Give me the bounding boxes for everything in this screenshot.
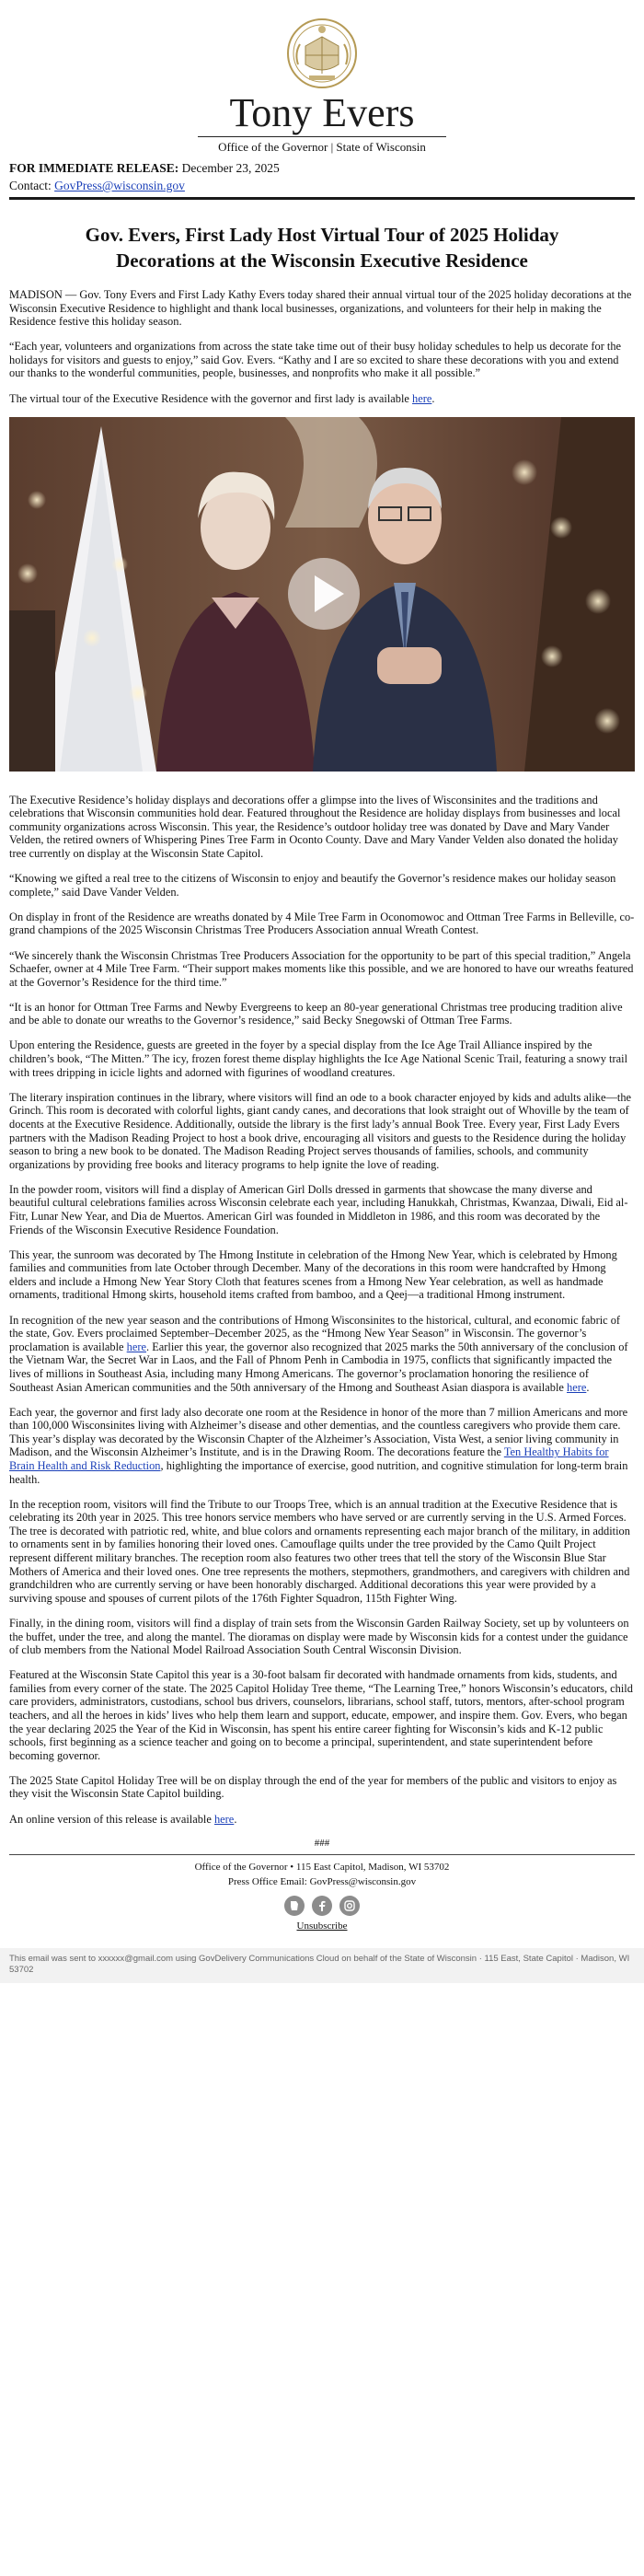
header-divider	[198, 136, 446, 137]
footer-press-line	[0, 1874, 644, 1889]
press-release-title: Gov. Evers, First Lady Host Virtual Tour of 2025 Holiday Decorations at the Wisconsin Executive Residence	[85, 224, 559, 272]
paragraph-capitol-tree: Featured at the Wisconsin State Capitol this year is a 30-foot balsam fir decorated with handmade ornaments from kids, students, and families from every corner of the state. The 2025 Capitol Holiday Tree theme, “The Learning Tree,” honors Wisconsin’s educators, child care providers, administrators, custodians, school bus drivers, counselors, librarians, school staff, tutors, mentors, after-school program teachers, and all the heroes in kids’ lives who help them learn and support, educate, empower, and inspire them. Gov. Evers, who began the year declaring 2025 the Year of the Kid in Wisconsin, has spent his entire career fighting for Wisconsin’s kids and K-12 public schools, first beginning as a science teacher and going on to become a principal, superintendent, and state superintendent before becoming governor.	[9, 1668, 633, 1762]
paragraph-capitol-display: The 2025 State Capitol Holiday Tree will be on display through the end of the year for members of the public and visitors to enjoy as they visit the Wisconsin State Capitol building.	[9, 1773, 617, 1801]
delivery-note: This email was sent to xxxxxx@gmail.com using GovDelivery Communications Cloud on behalf of the State of Wisconsin · 115 East, State Capitol · Madison, WI 53702	[0, 1948, 644, 1983]
paragraph-powder-room: In the powder room, visitors will find a display of American Girl Dolls dressed in garments that showcase the many diverse and beautiful cultural celebrations families across Wisconsin celebrate each year, including Hanukkah, Christmas, Kwanzaa, Diwali, Eid al-Fitr, Lunar New Year, and Dia de Muertos. American Girl was founded in Middleton in 1986, and this room was decorated by the Friends of the Wisconsin Executive Residence Foundation.	[9, 1182, 628, 1236]
paragraph-governor-quote: “Each year, volunteers and organizations from across the state take time out of their busy holiday schedules to help us decorate for the holidays for visitors and guests to enjoy,” said Gov. Evers. “Kathy and I are so excited to share these decorations with you and extend our thanks to the wonderful communities, people, businesses, and nonprofits who make it all possible.”	[9, 340, 622, 380]
footer	[0, 1860, 644, 1889]
paragraph-troops-tree: In the reception room, visitors will find the Tribute to our Troops Tree, which is an annual tradition at the Executive Residence that is celebrating its 20th year in 2025. This tree honors service members who have served or are currently serving in the U.S. Armed Forces. The tree is decorated with patriotic red, white, and blue colors and ornaments representing each major branch of the military, in addition to ornaments sent in by families honoring their loved ones. Camouflage quilts under the tree provided by the Camo Quilt Project represent different military branches. The reception room also features two other trees that tell the story of the Wisconsin Blue Star Mothers of America and their loved ones. One tree represents the mothers, stepmothers, grandmothers, and caregivers with children and grandchildren who are currently serving or have been honorably discharged. Additional decorations this year were provided by a surviving spouse and spouses of current pilots of the 176th Fighter Squadron, 115th Fighter Wing.	[9, 1497, 630, 1605]
hmong-text-a: In recognition of the new year season and the contributions of Hmong Wisconsinites to the historical, cultural, and economic fabric of the state, Gov. Evers proclaimed September–December 2025, as the “Hmong New Year Season” in Wisconsin. The governor’s proclamation is available	[9, 1313, 621, 1353]
header	[0, 0, 644, 155]
wisconsin-map-icon[interactable]	[284, 1896, 305, 1916]
press-email: GovPress@wisconsin.gov	[309, 1875, 417, 1887]
release-body	[9, 288, 635, 405]
virtual-tour-link[interactable]: here	[412, 391, 432, 405]
alzheimers-text-b: , highlighting the importance of exercise, good nutrition, and cognitive stimulation for long-term brain health.	[9, 1459, 628, 1486]
unsubscribe-link[interactable]: Unsubscribe	[296, 1920, 348, 1932]
healthy-habits-link[interactable]: Ten Healthy Habits for Brain Health and Risk Reduction	[9, 1445, 609, 1472]
anniversary-proclamation-link[interactable]: here	[567, 1380, 587, 1394]
hmong-proclamation-link[interactable]: here	[126, 1340, 146, 1353]
paragraph-alzheimers	[9, 1406, 635, 1487]
paragraph-intro: MADISON — Gov. Tony Evers and First Lady Kathy Evers today shared their annual virtual tour of the 2025 holiday decorations at the Wisconsin Executive Residence to highlight and thank local businesses, organizations, and volunteers for their help in making the Residence festive this holiday season.	[9, 288, 632, 329]
social-links	[0, 1896, 644, 1916]
instagram-icon[interactable]	[339, 1896, 360, 1916]
paragraph-wreaths: On display in front of the Residence are wreaths donated by 4 Mile Tree Farm in Oconomowoc and Ottman Tree Farms in Belleville, co-grand champions of the 2025 Wisconsin Christmas Tree Producers Association annual Wreath Contest.	[9, 910, 635, 937]
press-label: Press Office Email:	[227, 1875, 307, 1887]
paragraph-residence-displays: The Executive Residence’s holiday displays and decorations offer a glimpse into the lives of Wisconsinites and the traditions and celebrations that Wisconsin communities hold dear. Featured throughout the Residence are holiday displays from businesses and local community organizations across Wisconsin. This year, the Residence’s outdoor holiday tree was donated by Dave and Mary Vander Velden, the retired owners of Whispering Pines Tree Farm in Oconto County. Dave and Mary Vander Velden also donated the holiday tree currently on display at the Wisconsin State Capitol.	[9, 793, 621, 861]
footer-address: Office of the Governor • 115 East Capitol, Madison, WI 53702	[194, 1861, 450, 1873]
paragraph-library: The literary inspiration continues in the library, where visitors will find an ode to a book character enjoyed by kids and adults alike—the Grinch. This room is decorated with colorful lights, giant candy canes, and decorations that look straight out of Whoville by the team of docents at the Executive Residence. Additionally, outside the library is the first lady’s annual Book Tree. Every year, First Lady Evers partners with the Madison Reading Project to host a book drive, encouraging all visitors and guests to the Residence during the holiday season to bring a new book to be donated. The Madison Reading Project serves thousands of families, schools, and community organizations by providing free books and literacy programs to help ignite the love of reading.	[9, 1090, 632, 1171]
release-info	[9, 161, 635, 193]
release-date: December 23, 2025	[181, 161, 280, 175]
video-thumbnail[interactable]	[9, 417, 635, 772]
footer-divider	[9, 1854, 635, 1855]
contact-label: Contact:	[9, 179, 52, 192]
paragraph-hmong-proclamation: In recognition of the new year season and the contributions of Hmong Wisconsinites to the historical, cultural, and economic fabric of the state, Gov. Evers proclaimed September–December 2025, as the “Hmong New Year Season” in Wisconsin. The governor’s proclamation is available here. Earlier this year, the governor also recognized that 2025 marks the 50th anniversary of the conclusion of the Vietnam War, the Secret War in Laos, and the Fall of Phnom Penh in Cambodia in 1975, conflicts that significantly impacted the lives of millions in Southeast Asia, including many Hmong Americans. The governor’s proclamation honoring the resilience of Southeast Asian American communities and the 50th anniversary of the Hmong and Southeast Asian diaspora is available here.	[9, 1313, 628, 1394]
wisconsin-seal-icon	[285, 17, 359, 90]
online-version-link[interactable]: here	[213, 1812, 235, 1826]
end-marker: ###	[314, 1837, 330, 1849]
release-body-continued	[9, 794, 635, 1827]
release-date-line	[9, 161, 635, 176]
release-divider	[9, 197, 635, 200]
play-icon	[315, 575, 344, 612]
governor-name-logo: Tony Evers	[229, 90, 415, 135]
alzheimers-text-a: Each year, the governor and first lady also decorate one room at the Residence in honor of the more than 7 million Americans and more than 100,000 Wisconsinites living with Alzheimer’s disease and other dementias, and the countless caregivers who provide them care. This year’s display was decorated by the Wisconsin Chapter of the Alzheimer’s Association, Vista West, a senior living community in Madison, and the Wisconsin Alzheimer’s Institute, and is in the Drawing Room. The decorations feature the	[9, 1405, 628, 1459]
paragraph-vander-velden-quote: “Knowing we gifted a real tree to the citizens of Wisconsin to enjoy and beautify the Governor’s residence makes our holiday season complete,” said Dave Vander Velden.	[9, 872, 616, 899]
facebook-icon[interactable]	[312, 1896, 332, 1916]
contact-email-link[interactable]: GovPress@wisconsin.gov	[54, 179, 185, 192]
paragraph-online-version: An online version of this release is available here.	[9, 1812, 237, 1826]
online-version-text: An online version of this release is available	[9, 1812, 212, 1826]
paragraph-virtual-tour: The virtual tour of the Executive Residence with the governor and first lady is available here.	[9, 391, 435, 405]
release-label: FOR IMMEDIATE RELEASE:	[9, 161, 179, 175]
hmong-text-b: . Earlier this year, the governor also recognized that 2025 marks the 50th anniversary of the conclusion of the Vietnam War, the Secret War in Laos, and the Fall of Phnom Penh in Cambodia in 1975, conflicts that significantly impacted the lives of millions in Southeast Asia, including many Hmong Americans. The governor’s proclamation honoring the resilience of Southeast Asian American communities and the 50th anniversary of the Hmong and Southeast Asian diaspora is available	[9, 1340, 628, 1394]
virtual-tour-text: The virtual tour of the Executive Residence with the governor and first lady is available	[9, 391, 409, 405]
paragraph-schaefer-quote: “We sincerely thank the Wisconsin Christmas Tree Producers Association for the opportunity to be part of this special tradition,” Angela Schaefer, owner at 4 Mile Tree Farm. “Their support makes moments like this possible, and we are honored to have our wreaths featured at the Governor’s Residence for the third time.”	[9, 948, 634, 989]
paragraph-snegowski-quote: “It is an honor for Ottman Tree Farms and Newby Evergreens to keep an 80-year generational Christmas tree producing tradition alive and be able to donate our wreaths to the Governor’s residence,” said Becky Snegowski of Ottman Tree Farms.	[9, 1000, 623, 1027]
paragraph-dining-room: Finally, in the dining room, visitors will find a display of train sets from the Wisconsin Garden Railway Society, set up by volunteers on the buffet, under the tree, and along the mantel. The dioramas on display were made by Wisconsin kids for a contest under the guidance of club members from the National Model Railroad Association South Central Wisconsin Division.	[9, 1616, 629, 1657]
contact-line	[9, 179, 635, 193]
unsubscribe-line	[0, 1920, 644, 1932]
paragraph-sunroom: This year, the sunroom was decorated by The Hmong Institute in celebration of the Hmong New Year, which is celebrated by Hmong families and communities from late October through December. Many of the decorations in this room were handcrafted by Hmong elders and include a Hmong New Year Story Cloth that features scenes from a Hmong New Year celebration, as well as handmade ornaments, traditional Hmong skirts, household items crafted from bamboo, and a Qeej—a traditional Hmong instrument.	[9, 1247, 617, 1302]
office-line: Office of the Governor | State of Wisconsin	[218, 140, 426, 154]
paragraph-foyer: Upon entering the Residence, guests are greeted in the foyer by a special display from the Ice Age Trail Alliance inspired by the children’s book, “The Mitten.” The icy, frozen forest theme display highlights the Ice Age National Scenic Trail, featuring a snowy trail with trees dripping in icicle lights and adorned with figurines of woodland creatures.	[9, 1039, 628, 1079]
